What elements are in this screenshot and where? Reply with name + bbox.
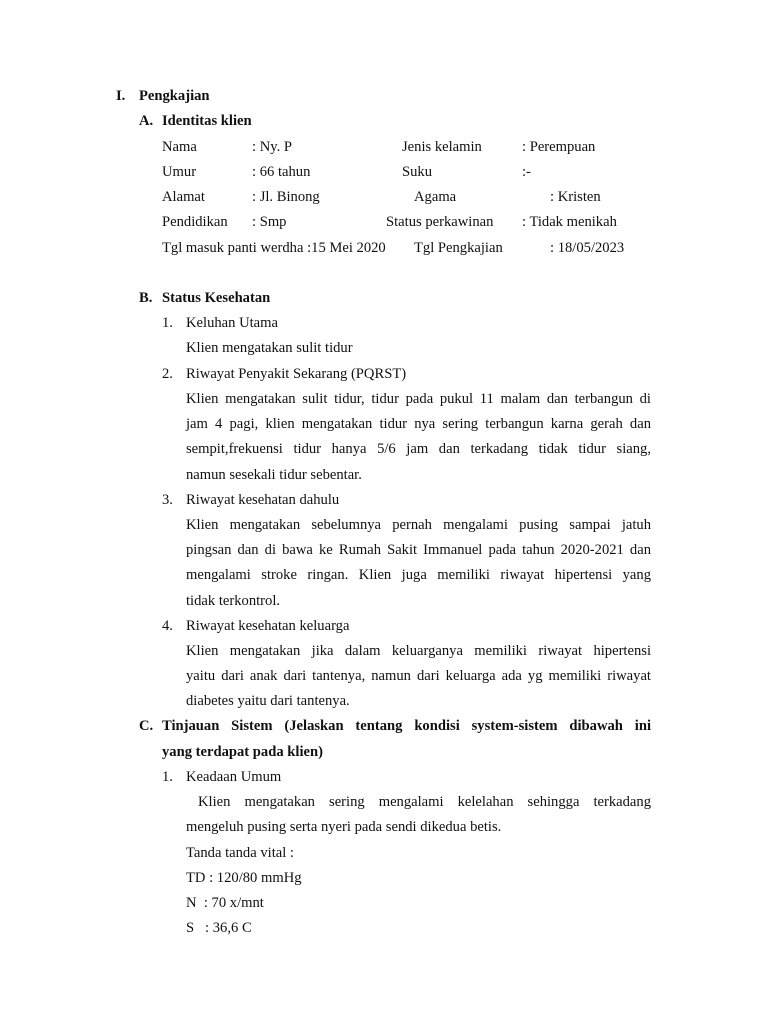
paragraph-line: yaitu dari anak dari tantenya, namun dari keluarga ada yg memiliki riwayat — [186, 668, 651, 684]
field-value: : Perempuan — [522, 139, 596, 155]
field-value: : Ny. P — [252, 139, 293, 155]
field-label: Suku — [402, 164, 433, 180]
subsection-title-cont: yang terdapat pada klien) — [162, 744, 323, 760]
paragraph-line: pingsan dan di bawa ke Rumah Sakit Immanuel pada tahun 2020-2021 dan — [186, 542, 651, 558]
list-title: Riwayat kesehatan dahulu — [186, 492, 340, 508]
list-title: Keadaan Umum — [186, 769, 282, 785]
field-label: Agama — [414, 189, 457, 205]
paragraph-line: Klien mengatakan sulit tidur — [186, 340, 353, 356]
list-number: 1. — [162, 769, 173, 785]
field-label: Status perkawinan — [386, 214, 494, 230]
subsection-number: B. — [139, 290, 153, 306]
vital-n: N : 70 x/mnt — [186, 895, 264, 911]
field-label: Pendidikan — [162, 214, 228, 230]
paragraph-line: mengeluh pusing serta nyeri pada sendi dikedua betis. — [186, 819, 502, 835]
subsection-title: Status Kesehatan — [162, 290, 271, 306]
paragraph-line: Klien mengatakan jika dalam keluarganya memiliki riwayat hipertensi — [186, 643, 651, 659]
list-number: 1. — [162, 315, 173, 331]
paragraph-line: Klien mengatakan sulit tidur, tidur pada pukul 11 malam dan terbangun di — [186, 391, 651, 407]
field-value: : Tidak menikah — [522, 214, 617, 230]
section-title: Pengkajian — [139, 88, 210, 104]
field-value: : 66 tahun — [252, 164, 311, 180]
field-label: Jenis kelamin — [402, 139, 482, 155]
field-value: : Kristen — [550, 189, 601, 205]
subsection-number: C. — [139, 718, 154, 734]
list-title: Riwayat Penyakit Sekarang (PQRST) — [186, 366, 407, 382]
field-label: Umur — [162, 164, 197, 180]
field-label: Alamat — [162, 189, 205, 205]
field-value: : 18/05/2023 — [550, 240, 625, 256]
field-label: Nama — [162, 139, 197, 155]
vital-s: S : 36,6 C — [186, 920, 252, 936]
field-value: :- — [522, 164, 531, 180]
list-title: Keluhan Utama — [186, 315, 278, 331]
section-number: I. — [116, 88, 126, 104]
subsection-title: Tinjauan Sistem (Jelaskan tentang kondisi system-sistem dibawah ini — [162, 718, 651, 734]
paragraph-line: sempit,frekuensi tidur hanya 5/6 jam dan terkadang tidak tidur siang, — [186, 441, 651, 457]
field-value: : Smp — [252, 214, 287, 230]
field-value: : Jl. Binong — [252, 189, 320, 205]
list-number: 3. — [162, 492, 173, 508]
paragraph-line: Klien mengatakan sering mengalami kelelahan sehingga terkadang — [198, 794, 651, 810]
list-number: 4. — [162, 618, 173, 634]
subsection-number: A. — [139, 113, 154, 129]
paragraph-line: diabetes yaitu dari tantenya. — [186, 693, 350, 709]
vitals-label: Tanda tanda vital : — [186, 845, 294, 861]
paragraph-line: tidak terkontrol. — [186, 593, 281, 609]
paragraph-line: mengalami stroke ringan. Klien juga memiliki riwayat hipertensi yang — [186, 567, 651, 583]
field-tgl-masuk: Tgl masuk panti werdha :15 Mei 2020 — [162, 240, 386, 256]
subsection-title: Identitas klien — [162, 113, 252, 129]
field-label: Tgl Pengkajian — [414, 240, 503, 256]
vital-td: TD : 120/80 mmHg — [186, 870, 302, 886]
paragraph-line: jam 4 pagi, klien mengatakan tidur nya sering terbangun karna gerah dan — [186, 416, 651, 432]
list-number: 2. — [162, 366, 173, 382]
list-title: Riwayat kesehatan keluarga — [186, 618, 350, 634]
paragraph-line: Klien mengatakan sebelumnya pernah mengalami pusing sampai jatuh — [186, 517, 651, 533]
paragraph-line: namun sesekali tidur sebentar. — [186, 467, 362, 483]
